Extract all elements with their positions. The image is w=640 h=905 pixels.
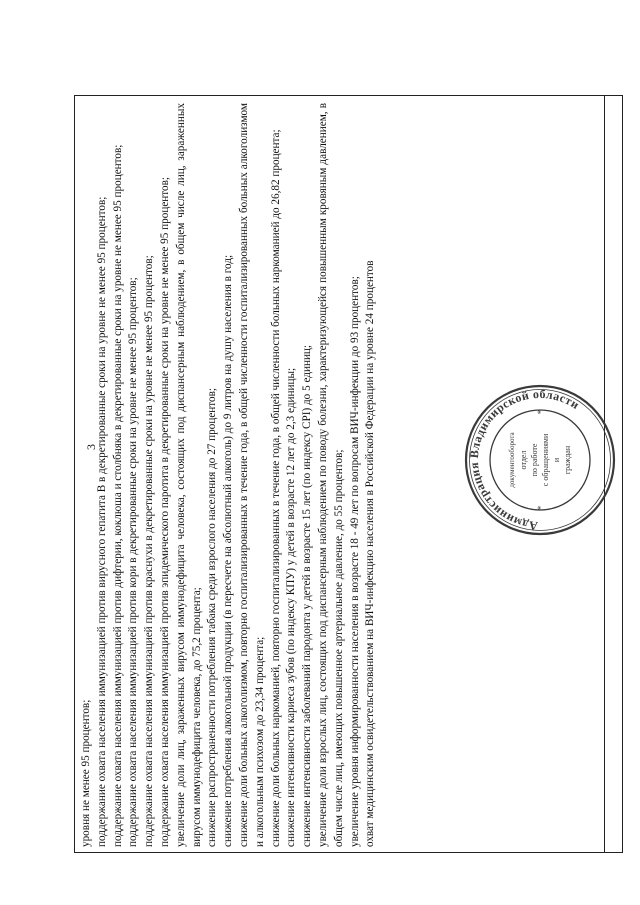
star-icon: * <box>536 505 546 511</box>
list-item: охват медицинским освидетельствованием на ВИЧ-инфекцию населения в Российской Федерации на уровне 24 процентов <box>364 260 377 847</box>
stamp-line: с обращениями <box>541 433 550 487</box>
stamp-inner-ring-b <box>490 410 590 510</box>
stamp-outer-ring <box>466 386 614 534</box>
star-icon: * <box>536 409 546 415</box>
list-item: поддержание охвата населения иммунизацией против кори в декретированные сроки на уровне не менее 95 процентов; <box>127 277 140 847</box>
list-item: поддержание охвата населения иммунизацией против дифтерии, коклюша и столбняка в декретированные сроки на уровне не менее 95 процентов; <box>111 144 124 847</box>
stamp-line: по работе <box>530 443 539 477</box>
official-stamp <box>462 382 618 538</box>
stamp-line: и <box>552 457 561 463</box>
table-content <box>79 103 379 847</box>
list-item: поддержание охвата населения иммунизацией против вирусного гепатита В в декретированные сроки на уровне не менее 95 процентов; <box>95 196 108 847</box>
list-item: снижение интенсивности кариеса зубов (по индексу КПУ) у детей в возрасте 12 лет до 2,3 единицы; <box>285 367 298 847</box>
stamp-outer-text: Администрация Владимирской области <box>466 386 583 534</box>
list-item: поддержание охвата населения иммунизацией против краснухи в декретированные сроки на уровне не менее 95 процентов; <box>143 255 156 847</box>
list-item: снижение распространенности потребления табака среди взрослого населения до 27 процентов; <box>206 387 219 847</box>
stamp-line: граждан <box>563 445 572 475</box>
list-item: увеличение уровня информированности населения в возрасте 18 - 49 лет по вопросам ВИЧ-инфекции до 93 процентов; <box>348 276 361 847</box>
list-item: увеличение доли взрослых лиц, состоящих под диспансерным наблюдением по поводу болезни, характеризующейся повышенным кровяным давлением, в общем числе лиц, имеющих повышенное артериальное давление, до 55 процентов; <box>316 103 345 847</box>
list-item: снижение доли больных наркоманией, повторно госпитализированных в течение года, в общей численности больных наркоманией до 26,82 процента; <box>269 129 282 847</box>
list-item: уровня не менее 95 процентов; <box>80 699 92 847</box>
stamp-line: документооборота <box>508 432 516 488</box>
list-item: снижение доли больных алкоголизмом, повторно госпитализированных в течение года, в общей численности госпитализированных больных алкоголизмом и алкогольным психозом до 23,34 процента; <box>237 103 266 847</box>
list-item: увеличение доли лиц, зараженных вирусом иммунодефицита человека, состоящих под диспансерным наблюдением, в общем числе лиц, зараженных вирусом иммунодефицита человека, до 75,2 процента; <box>174 103 203 847</box>
page-number: 3 <box>84 444 98 450</box>
list-item: снижение интенсивности заболеваний пародонта у детей в возрасте 15 лет (по индексу СРI) до 5 единиц; <box>301 344 314 847</box>
stamp-line: отдел <box>519 450 528 470</box>
list-item: поддержание охвата населения иммунизацией против эпидемического паротита в декретированные сроки на уровне не менее 95 процентов; <box>158 176 171 847</box>
list-item: снижение потребления алкогольной продукции (в пересчете на абсолютный алкоголь) до 9 литров на душу населения в год; <box>222 254 235 847</box>
